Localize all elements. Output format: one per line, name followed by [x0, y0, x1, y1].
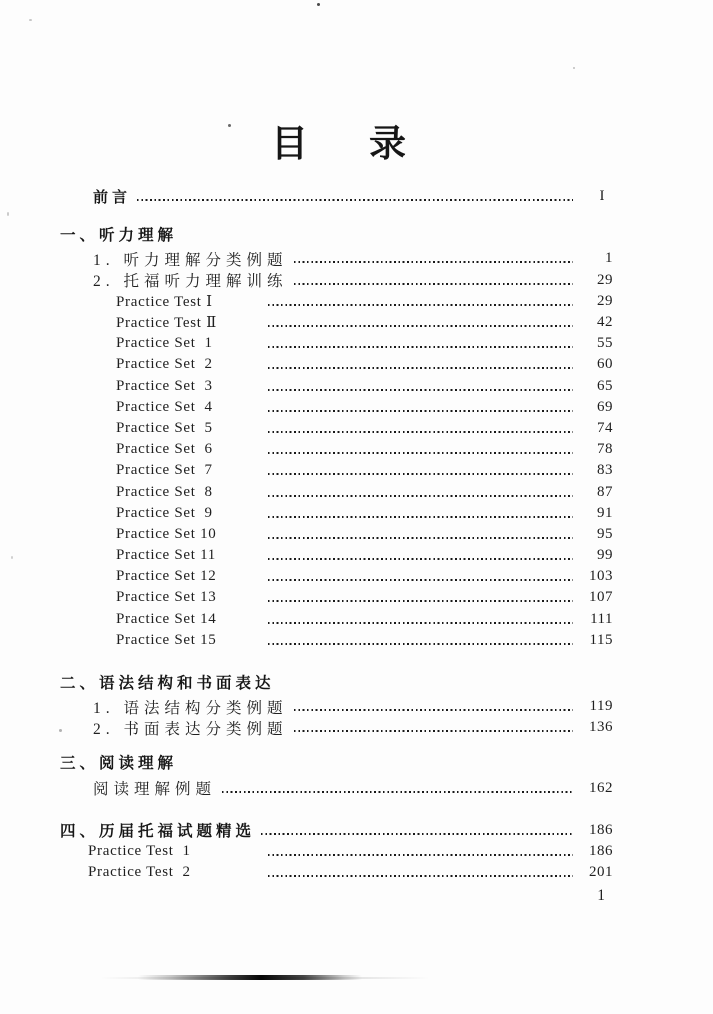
- toc-entry-label: Practice Set 14: [116, 610, 217, 627]
- dot-leader: [268, 410, 573, 412]
- toc-entry-practice-set-7: [60, 460, 613, 481]
- toc-entry-practice-set-2: [60, 354, 613, 375]
- toc-entry-label: Practice Set 15: [116, 631, 217, 648]
- toc-entry-practice-test-i: [60, 291, 613, 312]
- ink-smudge: [138, 975, 362, 980]
- scan-speck: [7, 212, 9, 216]
- toc-entry-page: 107: [589, 589, 613, 606]
- dot-leader: [294, 730, 573, 732]
- toc-entry-label: Practice Set 8: [116, 483, 213, 500]
- dot-leader: [268, 389, 573, 391]
- toc-entry-practice-set-1: [60, 333, 613, 354]
- toc-entry-practice-set-3: [60, 376, 613, 397]
- dot-leader: [137, 199, 573, 201]
- toc-entry-page: 186: [589, 843, 613, 860]
- toc-entry-label: Practice Set 7: [116, 462, 213, 479]
- toc-entry-label: Practice Set 6: [116, 441, 213, 458]
- toc-entry-page: 186: [589, 821, 613, 838]
- dot-leader: [222, 791, 573, 793]
- toc-entry-page: 162: [589, 779, 613, 796]
- toc-entry-practice-set-13: [60, 587, 613, 608]
- toc-entry-page: 87: [597, 483, 613, 500]
- dot-leader: [268, 579, 573, 581]
- toc-entry-reading-examples: [60, 778, 613, 799]
- dot-leader: [268, 558, 573, 560]
- toc-entry-practice-set-11: [60, 545, 613, 566]
- toc-entry-page: 83: [597, 462, 613, 479]
- toc-entry-label: Practice Test Ⅰ: [116, 293, 213, 310]
- toc-section-grammar-writing: [60, 671, 613, 739]
- toc-entry-label: Practice Set 4: [116, 398, 213, 415]
- dot-leader: [268, 452, 573, 454]
- toc-entry-label: Practice Set 11: [116, 547, 216, 564]
- section-heading-past-toefl-tests: [60, 820, 613, 841]
- dot-leader: [268, 325, 573, 327]
- toc-entry-label: Practice Set 13: [116, 589, 217, 606]
- toc-entry-label: Practice Test Ⅱ: [116, 315, 218, 332]
- toc-entry-page: 60: [597, 356, 613, 373]
- dot-leader: [268, 875, 573, 877]
- toc-entry-page: 69: [597, 398, 613, 415]
- section-heading-label: 二、语法结构和书面表达: [60, 674, 275, 692]
- toc-entry-practice-set-5: [60, 418, 613, 439]
- toc-entry-label: 2. 托福听力理解训练: [93, 273, 288, 291]
- toc-entry-toefl-listening-training: [60, 270, 613, 291]
- toc-entry-label: 阅读理解例题: [93, 781, 217, 799]
- dot-leader: [268, 854, 573, 856]
- toc-entry-label: 前言: [93, 189, 132, 207]
- dot-leader: [268, 622, 573, 624]
- page-footer-number: 1: [597, 887, 605, 904]
- section-heading-listening-comprehension: [60, 223, 613, 244]
- toc-entry-practice-set-14: [60, 609, 613, 630]
- toc-entry-page: 78: [597, 441, 613, 458]
- section-heading-reading-comprehension: [60, 752, 613, 773]
- toc-section-reading: [60, 752, 613, 799]
- toc-entry-page: 65: [597, 377, 613, 394]
- toc-entry-listening-examples: [60, 248, 613, 269]
- toc-entry-page: 91: [597, 504, 613, 521]
- toc-entry-practice-set-4: [60, 397, 613, 418]
- toc-entry-label: Practice Set 10: [116, 525, 217, 542]
- toc-entry-page: 1: [605, 250, 613, 267]
- toc-entry-page: 29: [597, 292, 613, 309]
- toc-entry-practice-test-ii: [60, 312, 613, 333]
- page-title: 目 录: [271, 123, 418, 164]
- section-heading-label: 一、听力理解: [60, 226, 178, 244]
- section-heading-grammar-writing: [60, 671, 613, 692]
- dot-leader: [261, 833, 573, 835]
- toc-entry-label: Practice Set 3: [116, 377, 213, 394]
- dot-leader: [268, 600, 573, 602]
- toc-entry-label: 1. 语法结构分类例题: [93, 699, 288, 717]
- toc-section-listening: [60, 223, 613, 651]
- toc-entry-page: 99: [597, 547, 613, 564]
- toc-entry-writing-examples: [60, 717, 613, 738]
- toc-entry-page: 201: [589, 864, 613, 881]
- toc-entry-label: 2. 书面表达分类例题: [93, 720, 288, 738]
- toc-entry-page: 103: [589, 568, 613, 585]
- dot-leader: [268, 516, 573, 518]
- toc-entry-page: 74: [597, 419, 613, 436]
- toc-entry-practice-set-12: [60, 566, 613, 587]
- toc-entry-page: 115: [589, 631, 613, 648]
- dot-leader: [268, 537, 573, 539]
- toc-entry-page: I: [599, 188, 605, 205]
- toc-entry-practice-set-6: [60, 439, 613, 460]
- scan-speck: [317, 3, 320, 6]
- toc-entry-preface: [60, 186, 613, 207]
- toc-entry-page: 42: [597, 314, 613, 331]
- section-heading-label: 三、阅读理解: [60, 755, 178, 773]
- toc-entry-grammar-examples: [60, 696, 613, 717]
- toc-entry-practice-set-10: [60, 524, 613, 545]
- toc-entry-label: Practice Set 9: [116, 504, 213, 521]
- dot-leader: [268, 367, 573, 369]
- toc-entry-label: Practice Set 5: [116, 419, 213, 436]
- toc-entry-page: 119: [589, 698, 613, 715]
- dot-leader: [268, 643, 573, 645]
- scan-speck: [59, 729, 62, 732]
- toc-entry-page: 29: [597, 271, 613, 288]
- toc-entry-page: 111: [590, 610, 613, 627]
- toc-list: [60, 186, 613, 883]
- toc-entry-practice-set-9: [60, 503, 613, 524]
- toc-entry-page: 95: [597, 525, 613, 542]
- dot-leader: [268, 431, 573, 433]
- toc-entry-past-practice-test-2: [60, 862, 613, 883]
- scan-speck: [29, 19, 32, 21]
- toc-entry-label: Practice Test 1: [88, 843, 191, 860]
- toc-entry-practice-set-15: [60, 630, 613, 651]
- scan-speck: [11, 556, 13, 559]
- dot-leader: [268, 473, 573, 475]
- dot-leader: [268, 495, 573, 497]
- toc-section-past-toefl-tests: [60, 820, 613, 884]
- dot-leader: [268, 346, 573, 348]
- dot-leader: [294, 261, 573, 263]
- section-heading-label: 四、历届托福试题精选: [60, 823, 256, 841]
- scan-speck: [573, 67, 575, 69]
- dot-leader: [294, 709, 573, 711]
- toc-entry-page: 55: [597, 335, 613, 352]
- scan-speck: [228, 124, 231, 127]
- toc-entry-label: Practice Set 2: [116, 356, 213, 373]
- dot-leader: [268, 304, 573, 306]
- toc-entry-label: Practice Test 2: [88, 864, 191, 881]
- toc-entry-label: 1. 听力理解分类例题: [93, 251, 288, 269]
- toc-entry-past-practice-test-1: [60, 841, 613, 862]
- toc-entry-practice-set-8: [60, 481, 613, 502]
- toc-entry-label: Practice Set 1: [116, 335, 213, 352]
- toc-entry-label: Practice Set 12: [116, 568, 217, 585]
- toc-entry-page: 136: [589, 719, 613, 736]
- dot-leader: [294, 283, 573, 285]
